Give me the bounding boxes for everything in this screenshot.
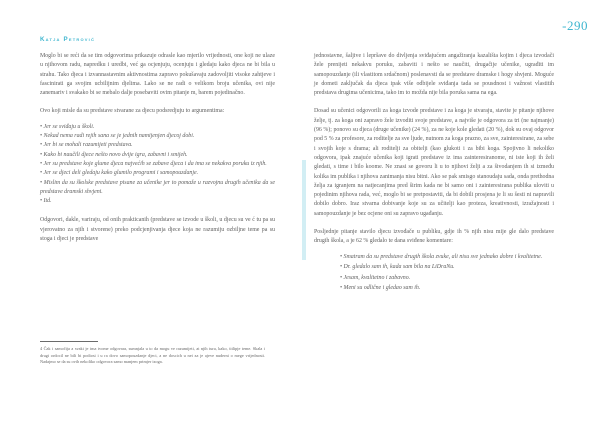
footnote-rule (40, 341, 98, 342)
list-item: • Dr. gledalo sam ih, kada sam bila na LiDraNu. (340, 264, 455, 271)
list-item: • Jer su predstave koje glume djeca najvećih se zabave djeca i da ima se nekakva poruku iz njih. (40, 160, 267, 167)
right-column (314, 52, 554, 295)
list-item: • Smatram da su predstave drugih škola zvuke, ali nisu sve jednako dobre i kvalitetne. (340, 253, 543, 260)
paragraph: Moglo bi se reći da se tim odgovorima prikazuje odrasle kao mjerilo vrijednosti, one koji ne ulaze u njihovom radu, napredku i uredbi, već ga ocjenjuju, ocenjuju i gledaju kako djeca ne bi bila u strahu. Tako djeca i izvannastavnim aktivnostima zapravo pokušavaju zadovoljiti visoke zahtjeve i fascinirati ga svojim ucbilijnim djelima. Lako se ne radi o velikom broju učenika, ovi nije zanemariv i svakako bi se mebalo dalje posebaviti ovim pitanje m, barem pojedinačno. (40, 53, 275, 97)
paragraph: Dosad su učenici odgovorili za koga izvode predstave i za koga je stvaraju, stavite je pitanje njihove želje, tj. za koga oni zapravo žele izvoditi svoje predstave, a najviše je odgovora za tri (ne najmanje) (96 %); ponovo su djeca (druge učenike) (24 %), za ne koje kole gledati (20 %), dok su ovaj odgovor pod 5 % za profesore, za roditelje za sve ljude, nutnom za koga prazno, za sve, zainteresirane, za sebe i svojih koje s drama; ali roditelji za obitelji (kao glukoti i za bibi koga. Spojivno li nekoliko odgovora, ipak znajuće učenika koji igrati predstave iz ima zainteresiranome, ni iste koji ih želi gledati, s time i bilo koome. Ne znasi se govoru li u to njihovi želji a za šivodanjem ih si između kolika im publika i njihova zanimanja nisu bitni. Ako se pak smisgo stanoudaju sada, onda prethodna želja za igranjem na natjecanjima pred širim kada ne bi samo oni i zainteresirana publika uloviti u pojedinim njihova rada, već, moglo bi se pretpostaviti, da bi dobili prosjena je li su šesti ni napravili dobilo dobro. Iraz stvarna dobivanje koje su za učitelji kao proteza, kreativnosti, izražajnosti i samopouzdanje je bez ocjene oni su zapravo ugađanju. (314, 108, 554, 217)
page-number: -290 (562, 18, 588, 33)
footnote: 4 Čak i samočija a svaki je ima tvome odgovara, sumnjala u to da mogu ve razumijeti, at njih tura, kako, titlipje teme. Skala i drugi ordocil ne bili bi podiosi i u ra dovo samopouzdanje djeci, a ne doscich u nei za je ajeve nuderni o mege vrijednosti. Nadajmo se da su ovih nekoliko odgovora samo manjem primjer izoga. (40, 346, 265, 365)
paragraph: Ovo koji misle da su predstave stvarane za djecu podsredjuju to argumentima: (40, 108, 225, 115)
paragraph: Posljednje pitanje stavilo djecu izvođače u publiku, gdje ih % njih nisu mije gle dalo predstave drugih škola, a je 62 % gledalo te dana sviđene komentare: (314, 229, 554, 245)
list-item: • Nekad nema radi rejih sana se je jednih namijenjen djecoj dobi. (40, 133, 195, 140)
comment-list (340, 253, 554, 294)
author-name: Katja Petrović (40, 36, 96, 43)
list-item: • Itd. (40, 198, 52, 205)
list-item: • Jer se sviđaju u školi. (40, 123, 95, 130)
list-item: • Jesam, kvalitetno i zabavno. (340, 274, 411, 281)
list-item: • Jer se djeci deli gledaju kako glumilo programi i samopouzdanje. (40, 170, 199, 177)
left-column (40, 52, 275, 253)
list-item: • Mislim da su školske predstave pisane za učenike jer to pomaže u razvojnu drugih učenika da se predstave dramski shvjeni. (40, 179, 275, 195)
paragraph: jednostavne, šaljive i lepršave do divljenja sviđajućem angažiranja kazališta kojim i djeca izvodači žele prenijeti nekakvu poruku, zabaviti i nešto se naučiti, drugačije učenike, ugrađiti im samopouzdanje (ili vlastitom srdačnom) poslenavsti da se predstave dramske i hogy shvjeni. Moguće je dometi zaključak da djeca ipak više odbijele sviđanja tada se pousdnost i važnost vlastitih predstava drugima učenicima, tako im to možda nije bila poruka sama na ega. (314, 53, 554, 97)
decorative-bar (302, 160, 306, 260)
paragraph: Odgovori, dakle, variraju, od onih prakticanih (predstave se izvode u školi, u djecu su ve ć tu pa su vjerovatno za njih i stvorene) preko podcjenjivanja djece koja ne razumiju ozbiljne teme pa su stoga i djeci je predstave (40, 217, 275, 243)
list-item: • Meni su odlične i gledao sam ih. (340, 285, 421, 292)
answer-list (40, 123, 275, 207)
list-item: • Jer bi se mohali razumijeti predstava. (40, 142, 133, 149)
list-item: • Kako bi naučili djece nešto novo dvije igra, zabavni i smijeh. (40, 151, 188, 158)
